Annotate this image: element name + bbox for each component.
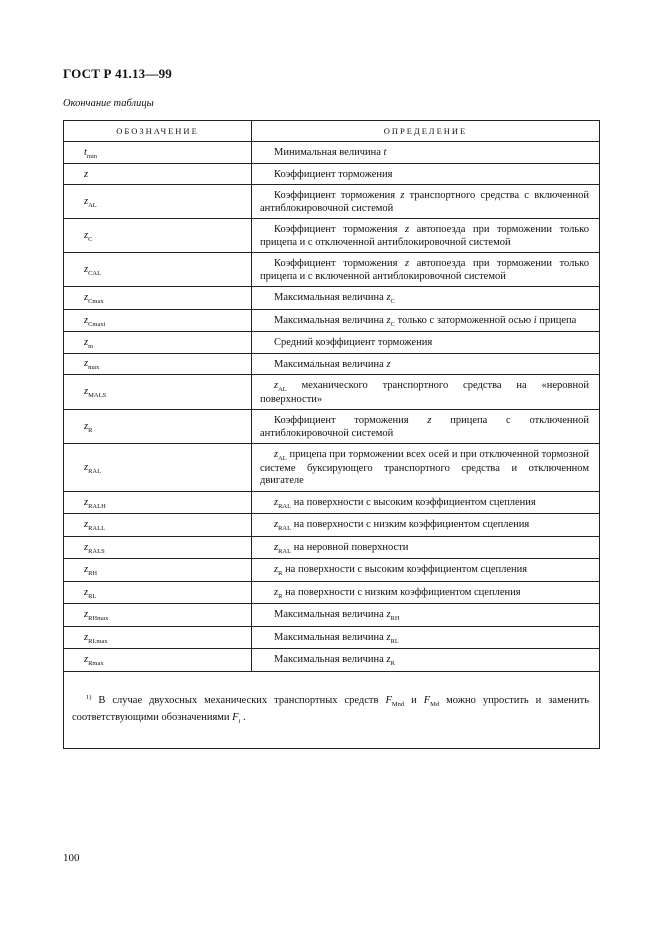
symbol-subscript: m — [88, 342, 94, 350]
symbol-subscript: RL — [88, 592, 97, 600]
definition-cell — [252, 626, 600, 649]
subscript: RAL — [278, 502, 292, 510]
definition-cell — [252, 287, 600, 310]
symbol-letter: z — [84, 631, 89, 643]
table-row — [64, 536, 600, 559]
subscript: RAL — [278, 525, 292, 532]
italic-symbol: z — [274, 541, 279, 553]
text-run: Максимальная величина — [274, 358, 387, 370]
text-run: Максимальная величина — [274, 654, 387, 665]
table-row — [64, 287, 600, 310]
definition-cell — [252, 163, 600, 185]
text-run: на неровной поверхности — [291, 541, 409, 553]
table-row — [64, 559, 600, 582]
symbol-subscript: RH — [88, 570, 98, 577]
italic-symbol: i — [533, 314, 537, 326]
symbol-letter: z — [84, 586, 89, 598]
text-run: на поверхности с низким коэффициентом сцепления — [282, 586, 521, 598]
italic-symbol: z — [404, 258, 410, 269]
symbol-subscript: min — [86, 152, 98, 160]
table-row — [64, 309, 600, 332]
symbol-letter: z — [84, 496, 89, 508]
italic-symbol: F — [423, 694, 431, 706]
symbol-subscript: Cmax — [88, 298, 104, 305]
symbol-letter: z — [84, 386, 89, 398]
text-run: на поверхности с высоким коэффициентом сцепления — [282, 564, 528, 575]
subscript: R — [390, 660, 395, 667]
subscript: AL — [278, 386, 287, 393]
symbol-cell — [64, 626, 252, 649]
symbol-letter: z — [84, 420, 89, 432]
page-number: 100 — [63, 852, 80, 864]
text-run: прицепа при торможении всех осей и при отключенной тормозной системе буксирующего транспортного средства и отключенном двигателе — [260, 449, 589, 486]
definition-cell — [252, 649, 600, 672]
text-run: Максимальная величина — [274, 631, 387, 643]
table-row — [64, 410, 600, 444]
table-caption: Окончание таблицы — [63, 98, 154, 109]
definition-cell — [252, 309, 600, 332]
text-run: Минимальная величина — [274, 147, 384, 158]
table-row — [64, 444, 600, 492]
symbol-letter: z — [84, 564, 89, 575]
symbol-cell — [64, 353, 252, 375]
text-run: Средний коэффициент торможения — [274, 337, 433, 348]
symbol-letter: z — [84, 263, 89, 275]
text-run: на поверхности с низким коэффициентом сцепления — [291, 519, 530, 530]
symbol-cell — [64, 444, 252, 492]
definition-cell — [252, 185, 600, 219]
subscript: R — [278, 570, 283, 577]
symbol-cell — [64, 253, 252, 287]
italic-symbol: z — [404, 224, 410, 235]
table-row — [64, 375, 600, 410]
symbol-letter: z — [84, 314, 89, 326]
symbol-cell — [64, 163, 252, 185]
italic-symbol: z — [274, 564, 279, 575]
subscript: C — [390, 298, 395, 305]
table-row — [64, 332, 600, 354]
table-row — [64, 353, 600, 375]
italic-symbol: z — [274, 496, 279, 508]
table-row — [64, 514, 600, 537]
symbol-cell — [64, 536, 252, 559]
definition-cell — [252, 491, 600, 514]
symbol-subscript: MALS — [88, 392, 107, 400]
subscript: Mnd — [391, 700, 405, 708]
text-run: только с заторможенной осью — [394, 314, 534, 326]
footnote-row — [64, 671, 600, 748]
column-header-symbol: ОБОЗНАЧЕНИЕ — [64, 121, 252, 142]
table-row — [64, 649, 600, 672]
italic-symbol: z — [427, 415, 432, 426]
definition-cell — [252, 353, 600, 375]
table-header-row — [64, 121, 600, 142]
symbol-cell — [64, 309, 252, 332]
subscript: Md — [430, 700, 440, 708]
italic-symbol: z — [274, 449, 279, 460]
definition-cell — [252, 559, 600, 582]
subscript: i — [238, 717, 241, 725]
symbol-cell — [64, 581, 252, 604]
text-run: Максимальная величина — [274, 609, 387, 620]
symbol-letter: z — [84, 609, 89, 620]
symbol-letter: z — [84, 229, 89, 241]
symbol-cell — [64, 410, 252, 444]
text-run: можно упростить и заменить соответствующими обозначениями — [72, 694, 589, 723]
symbol-cell — [64, 219, 252, 253]
definition-cell — [252, 142, 600, 164]
table-row — [64, 185, 600, 219]
subscript: RAL — [278, 547, 292, 555]
italic-symbol: F — [232, 711, 239, 723]
symbol-cell — [64, 604, 252, 627]
italic-symbol: t — [383, 147, 387, 158]
table-row — [64, 142, 600, 164]
italic-symbol: z — [386, 314, 391, 326]
symbol-cell — [64, 491, 252, 514]
text-run: Коэффициент торможения — [274, 224, 405, 235]
text-run: транспортного средства с включенной антиблокировочной системой — [260, 190, 589, 214]
symbol-subscript: Cmaxi — [88, 320, 106, 328]
text-run: и — [404, 694, 424, 706]
symbol-cell — [64, 559, 252, 582]
text-run: автопоезда при торможении только прицепа и с включенной антиблокировочной системой — [260, 258, 590, 282]
table-body — [64, 142, 600, 672]
italic-symbol: F — [385, 694, 392, 706]
italic-symbol: z — [386, 358, 391, 370]
definition-cell — [252, 410, 600, 444]
symbol-subscript: C — [88, 235, 93, 243]
footnote — [64, 671, 600, 748]
italic-symbol: z — [386, 631, 391, 643]
symbol-cell — [64, 332, 252, 354]
table-row — [64, 219, 600, 253]
text-run: Максимальная величина — [274, 292, 387, 303]
symbol-cell — [64, 514, 252, 537]
symbol-cell — [64, 287, 252, 310]
definition-cell — [252, 375, 600, 410]
text-run: прицепа — [536, 314, 577, 326]
definition-cell — [252, 332, 600, 354]
italic-symbol: z — [400, 190, 405, 201]
symbol-cell — [64, 185, 252, 219]
subscript: RL — [390, 637, 399, 645]
document-id: ГОСТ Р 41.13—99 — [63, 66, 172, 81]
text-run: механического транспортного средства на «неровной поверхности» — [260, 380, 589, 405]
text-run: Коэффициент торможения — [274, 258, 405, 269]
symbol-subscript: RLmax — [88, 637, 108, 645]
definition-cell — [252, 536, 600, 559]
table-row — [64, 253, 600, 287]
symbol-letter: z — [84, 654, 89, 665]
text-run: Коэффициент торможения — [274, 415, 428, 426]
symbol-letter: z — [84, 292, 89, 303]
subscript: AL — [278, 455, 287, 462]
symbol-subscript: RALS — [88, 547, 105, 555]
text-run: Коэффициент торможения — [274, 190, 401, 201]
definition-cell — [252, 581, 600, 604]
footnote-marker: 1) — [86, 693, 92, 701]
definition-cell — [252, 219, 600, 253]
subscript: R — [278, 592, 283, 600]
symbols-table — [63, 120, 600, 749]
symbol-subscript: R — [88, 426, 93, 434]
symbol-subscript: RALL — [88, 525, 106, 532]
symbol-subscript: RHmax — [88, 615, 109, 622]
italic-symbol: z — [274, 380, 279, 391]
italic-symbol: z — [274, 586, 279, 598]
definition-cell — [252, 253, 600, 287]
symbol-letter: t — [84, 146, 87, 158]
definition-cell — [252, 514, 600, 537]
table-row — [64, 581, 600, 604]
symbol-subscript: RAL — [88, 467, 102, 475]
symbol-letter: z — [84, 336, 89, 348]
table-row — [64, 163, 600, 185]
text-run: автопоезда при торможении только прицепа и с отключенной антиблокировочной системой — [260, 224, 590, 248]
subscript: RH — [390, 615, 400, 622]
table-row — [64, 626, 600, 649]
symbol-subscript: CAL — [88, 269, 102, 277]
symbol-cell — [64, 649, 252, 672]
symbol-letter: z — [84, 519, 89, 530]
symbol-letter: z — [84, 358, 89, 369]
text-run: В случае двухосных механических транспортных средств — [91, 694, 386, 706]
definition-cell — [252, 604, 600, 627]
italic-symbol: z — [386, 292, 391, 303]
symbol-letter: z — [84, 541, 89, 553]
symbol-subscript: RALH — [88, 502, 106, 510]
symbol-subscript: Rmax — [88, 660, 104, 667]
subscript: C — [390, 320, 395, 328]
text-run: на поверхности с высоким коэффициентом сцепления — [291, 496, 536, 508]
symbol-letter: z — [84, 461, 89, 473]
text-run: Максимальная величина — [274, 314, 387, 326]
definition-cell — [252, 444, 600, 492]
symbol-subscript: max — [88, 364, 100, 371]
table-row — [64, 491, 600, 514]
italic-symbol: z — [274, 519, 279, 530]
symbol-cell — [64, 142, 252, 164]
italic-symbol: z — [386, 654, 391, 665]
table-row — [64, 604, 600, 627]
symbol-letter: z — [84, 168, 89, 180]
italic-symbol: z — [386, 609, 391, 620]
symbol-subscript: AL — [88, 201, 97, 209]
symbol-letter: z — [84, 195, 89, 207]
column-header-definition: ОПРЕДЕЛЕНИЕ — [252, 121, 600, 142]
text-run: . — [240, 711, 246, 723]
text-run: прицепа с отключенной антиблокировочной системой — [260, 415, 589, 439]
symbol-cell — [64, 375, 252, 410]
text-run: Коэффициент торможения — [274, 168, 393, 180]
